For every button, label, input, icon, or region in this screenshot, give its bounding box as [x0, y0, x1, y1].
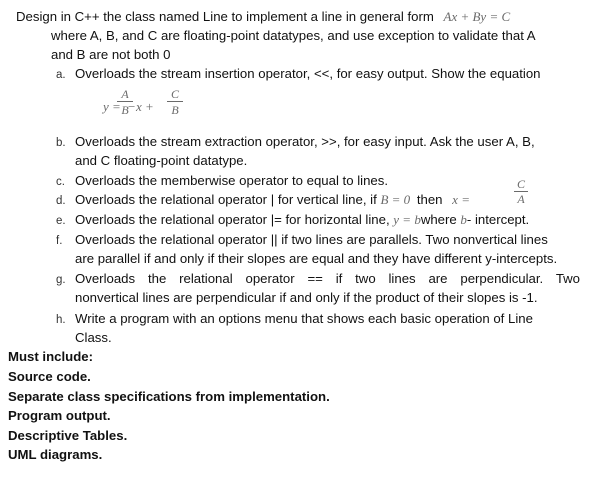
intro-line-1 — [16, 8, 510, 26]
eq-fraction-a-over-b — [117, 87, 136, 117]
item-a-label: a. — [56, 69, 66, 81]
item-g-text-1: Overloads the relational operator == if two lines are perpendicular. Two — [75, 271, 580, 286]
item-h-label: h. — [56, 314, 66, 326]
intro-line-2: where A, B, and C are floating-point datatypes, and use exception to validate that A — [51, 28, 536, 43]
item-b-label: b. — [56, 137, 66, 149]
item-e-label: e. — [56, 215, 66, 227]
item-b-text-1: Overloads the stream extraction operator, >>, for easy input. Ask the user A, B, — [75, 134, 535, 149]
must-program-output: Program output. — [8, 408, 111, 423]
item-e-b: b — [460, 212, 467, 227]
must-uml-diagrams: UML diagrams. — [8, 447, 103, 462]
general-form-equation: Ax + By = C — [443, 9, 511, 24]
item-c-label: c. — [56, 176, 65, 188]
item-c-text: Overloads the memberwise operator to equal to lines. — [75, 173, 388, 188]
item-f-text-1: Overloads the relational operator || if two lines are parallels. Two nonvertical lines — [75, 232, 548, 247]
must-separate-specs: Separate class specifications from implementation. — [8, 389, 330, 404]
eq-numerator-a: A — [121, 87, 129, 101]
must-include-heading: Must include: — [8, 349, 93, 364]
item-f-text-2: are parallel if and only if their slopes are equal and they have different y-intercepts. — [75, 251, 558, 266]
intro-text: Design in C++ the class named Line to implement a line in general form — [16, 9, 434, 24]
item-d-label: d. — [56, 195, 66, 207]
item-e-where: where — [420, 212, 457, 227]
eq-denominator-b: B — [121, 103, 129, 117]
item-e-line — [75, 211, 529, 229]
eq-denominator-b2: B — [171, 103, 179, 117]
eq-y: y = — [103, 99, 121, 114]
item-a-text: Overloads the stream insertion operator, <<, for easy output. Show the equation — [75, 66, 541, 81]
item-d-text: Overloads the relational operator | for vertical line, if — [75, 192, 377, 207]
item-d-condition: B = 0 — [380, 192, 411, 207]
eq-fraction-c-over-b — [167, 88, 183, 117]
item-g-label: g. — [56, 274, 66, 286]
item-g-text-2: nonvertical lines are perpendicular if and only if the product of their slopes is -1. — [75, 290, 538, 305]
must-descriptive-tables: Descriptive Tables. — [8, 428, 128, 443]
item-e-equation: y = b — [393, 212, 421, 227]
eq-x-plus: x + — [136, 99, 154, 114]
item-f-label: f. — [56, 235, 63, 247]
frac-d-numerator: C — [516, 177, 525, 191]
must-source-code: Source code. — [8, 369, 91, 384]
item-d-line — [75, 191, 470, 209]
item-b-text-2: and C floating-point datatype. — [75, 153, 248, 168]
item-h-text-2: Class. — [75, 330, 112, 345]
intro-line-3: and B are not both 0 — [51, 47, 171, 62]
eq-minus: − — [128, 99, 136, 114]
item-d-fraction-c-over-a — [514, 178, 528, 205]
item-d-x-eq: x = — [452, 192, 470, 207]
item-h-text-1: Write a program with an options menu that shows each basic operation of Line — [75, 311, 533, 326]
item-d-then: then — [416, 192, 443, 207]
eq-numerator-c: C — [170, 87, 179, 101]
item-e-rest: - intercept. — [466, 212, 530, 227]
item-e-text: Overloads the relational operator |= for horizontal line, — [75, 212, 390, 227]
frac-d-denominator: A — [517, 192, 525, 206]
